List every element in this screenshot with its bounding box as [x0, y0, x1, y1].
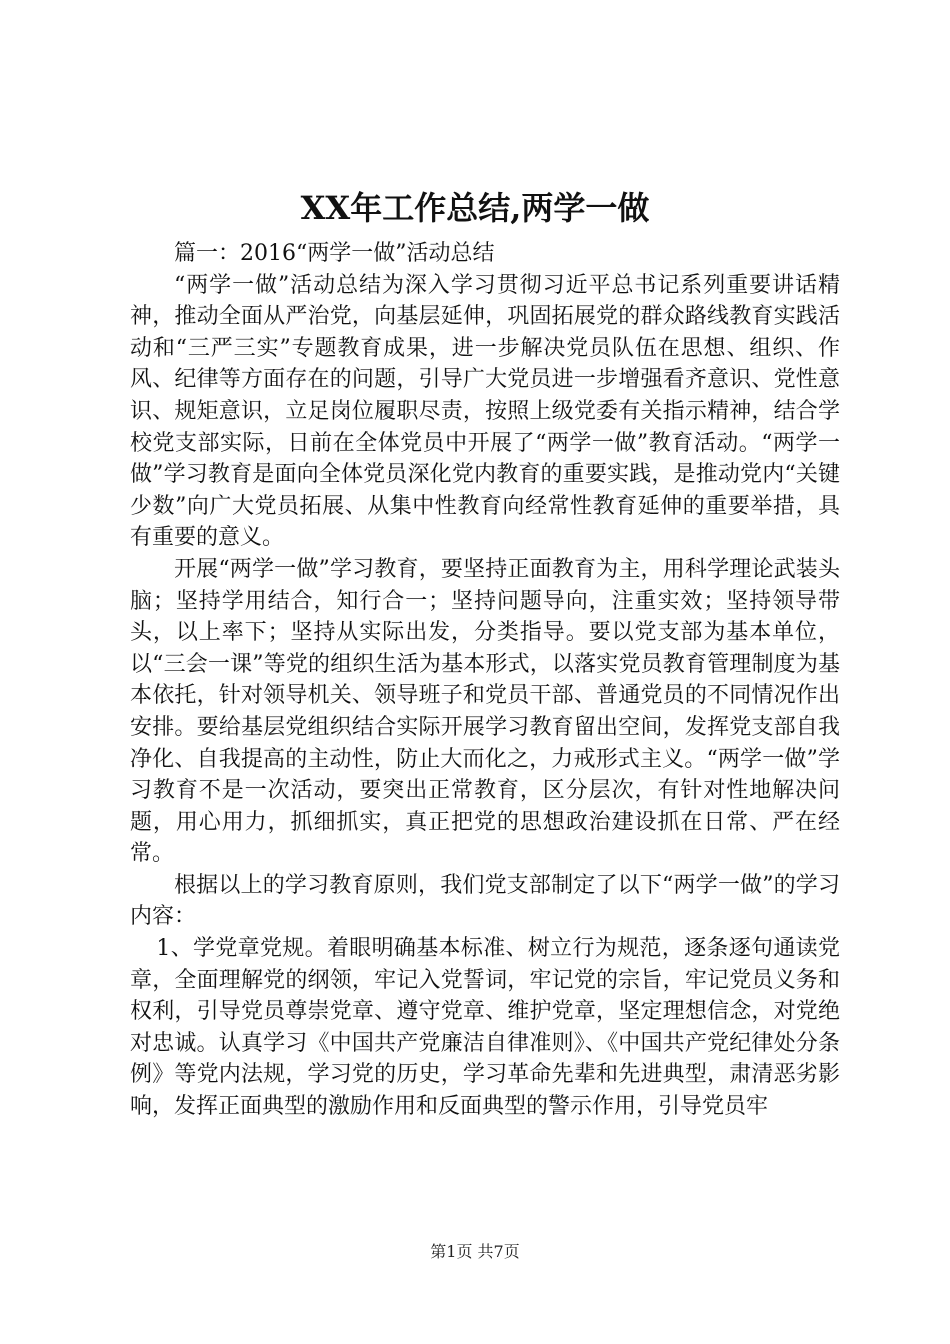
document-body	[130, 238, 840, 1123]
paragraph-principles: 开展“两学一做”学习教育，要坚持正面教育为主，用科学理论武装头脑；坚持学用结合，知行合一；坚持问题导向，注重实效；坚持领导带头，以上率下；坚持从实际出发，分类指导。要以党支部为基本单位，以“三会一课”等党的组织生活为基本形式，以落实党员教育管理制度为基本依托，针对领导机关、领导班子和党员干部、普通党员的不同情况作出安排。要给基层党组织结合实际开展学习教育留出空间，发挥党支部自我净化、自我提高的主动性，防止大而化之，力戒形式主义。“两学一做”学习教育不是一次活动，要突出正常教育，区分层次，有针对性地解决问题，用心用力，抓细抓实，真正把党的思想政治建设抓在日常、严在经常。	[130, 556, 840, 867]
page-footer: 第1页 共7页	[430, 1242, 520, 1261]
section-heading: 篇一：2016“两学一做”活动总结	[174, 241, 495, 266]
document-title: XX年工作总结,两学一做	[300, 189, 650, 227]
paragraph-item-1: 1、学党章党规。着眼明确基本标准、树立行为规范，逐条逐句通读党章，全面理解党的纲领，牢记入党誓词，牢记党的宗旨，牢记党员义务和权利，引导党员尊崇党章、遵守党章、维护党章，坚定理想信念，对党绝对忠诚。认真学习《中国共产党廉洁自律准则》、《中国共产党纪律处分条例》等党内法规，学习党的历史，学习革命先辈和先进典型，肃清恶劣影响，发挥正面典型的激励作用和反面典型的警示作用，引导党员牢	[130, 936, 840, 1120]
paragraph-intro: “两学一做”活动总结为深入学习贯彻习近平总书记系列重要讲话精神，推动全面从严治党，向基层延伸，巩固拓展党的群众路线教育实践活动和“三严三实”专题教育成果，进一步解决党员队伍在思想、组织、作风、纪律等方面存在的问题，引导广大党员进一步增强看齐意识、党性意识、规矩意识，立足岗位履职尽责，按照上级党委有关指示精神，结合学校党支部实际，日前在全体党员中开展了“两学一做”教育活动。“两学一做”学习教育是面向全体党员深化党内教育的重要实践，是推动党内“关键少数”向广大党员拓展、从集中性教育向经常性教育延伸的重要举措，具有重要的意义。	[130, 272, 840, 551]
paragraph-content-intro: 根据以上的学习教育原则，我们党支部制定了以下“两学一做”的学习内容：	[130, 872, 840, 930]
